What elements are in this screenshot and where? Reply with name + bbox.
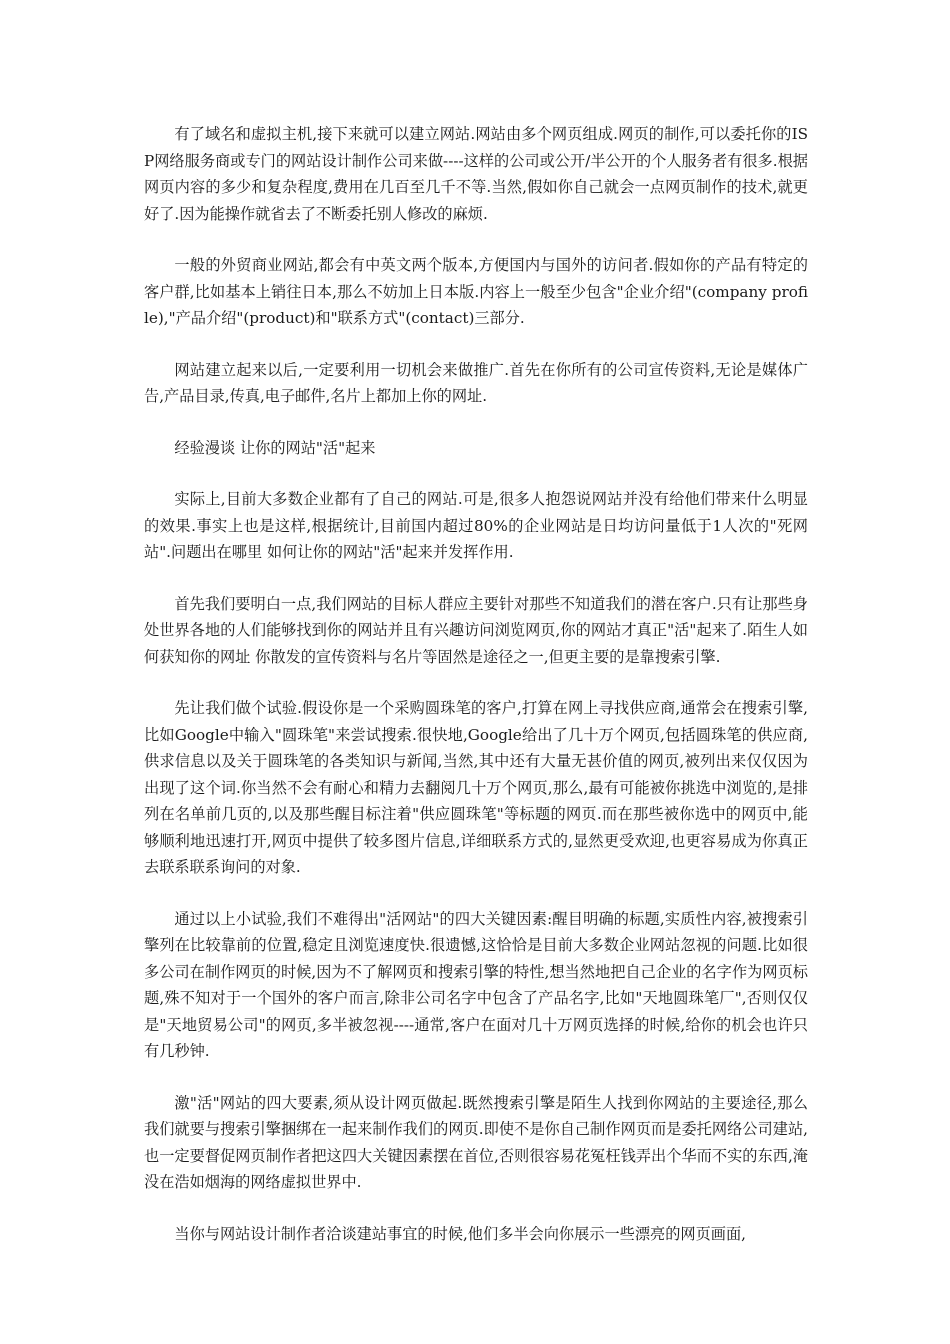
paragraph-2: 一般的外贸商业网站,都会有中英文两个版本,方便国内与国外的访问者.假如你的产品有特定的客户群,比如基本上销往日本,那么不妨加上日本版.内容上一般至少包含"企业介绍"(company profile),"产品介绍"(product)和"联系方式"(contact)三部分.	[144, 256, 808, 327]
section-heading: 经验漫谈 让你的网站"活"起来	[174, 438, 376, 457]
paragraph-4: 实际上,目前大多数企业都有了自己的网站.可是,很多人抱怨说网站并没有给他们带来什么明显的效果.事实上也是这样,根据统计,目前国内超过80%的企业网站是日均访问量低于1人次的"死网站".问题出在哪里 如何让你的网站"活"起来并发挥作用.	[144, 490, 808, 561]
paragraph-3: 网站建立起来以后,一定要利用一切机会来做推广.首先在你所有的公司宣传资料,无论是媒体广告,产品目录,传真,电子邮件,名片上都加上你的网址.	[144, 360, 808, 405]
document-body	[144, 121, 808, 1247]
paragraph-7: 通过以上小试验,我们不难得出"活网站"的四大关键因素:醒目明确的标题,实质性内容,被搜索引擎列在比较靠前的位置,稳定且浏览速度快.很遗憾,这恰恰是目前大多数企业网站忽视的问题.比如很多公司在制作网页的时候,因为不了解网页和搜索引擎的特性,想当然地把自己企业的名字作为网页标题,殊不知对于一个国外的客户而言,除非公司名字中包含了产品名字,比如"天地圆珠笔厂",否则仅仅是"天地贸易公司"的网页,多半被忽视----通常,客户在面对几十万网页选择的时候,给你的机会也许只有几秒钟.	[144, 909, 808, 1060]
paragraph-9: 当你与网站设计制作者洽谈建站事宜的时候,他们多半会向你展示一些漂亮的网页画面,	[174, 1224, 746, 1243]
paragraph-6: 先让我们做个试验.假设你是一个采购圆珠笔的客户,打算在网上寻找供应商,通常会在搜索引擎,比如Google中输入"圆珠笔"来尝试搜索.很快地,Google给出了几十万个网页,包括圆珠笔的供应商,供求信息以及关于圆珠笔的各类知识与新闻,当然,其中还有大量无甚价值的网页,被列出来仅仅因为出现了这个词.你当然不会有耐心和精力去翻阅几十万个网页,那么,最有可能被你挑选中浏览的,是排列在名单前几页的,以及那些醒目标注着"供应圆珠笔"等标题的网页.而在那些被你选中的网页中,能够顺利地迅速打开,网页中提供了较多图片信息,详细联系方式的,显然更受欢迎,也更容易成为你真正去联系联系询问的对象.	[144, 699, 808, 876]
paragraph-5: 首先我们要明白一点,我们网站的目标人群应主要针对那些不知道我们的潜在客户.只有让那些身处世界各地的人们能够找到你的网站并且有兴趣访问浏览网页,你的网站才真正"活"起来了.陌生人如何获知你的网址 你散发的宣传资料与名片等固然是途径之一,但更主要的是靠搜索引擎.	[144, 594, 808, 666]
paragraph-8: 激"活"网站的四大要素,须从设计网页做起.既然搜索引擎是陌生人找到你网站的主要途径,那么我们就要与搜索引擎捆绑在一起来制作我们的网页.即使不是你自己制作网页而是委托网络公司建站,也一定要督促网页制作者把这四大关键因素摆在首位,否则很容易花冤枉钱弄出个华而不实的东西,淹没在浩如烟海的网络虚拟世界中.	[144, 1093, 808, 1191]
paragraph-1: 有了域名和虚拟主机,接下来就可以建立网站.网站由多个网页组成.网页的制作,可以委托你的ISP网络服务商或专门的网站设计制作公司来做----这样的公司或公开/半公开的个人服务者有很多.根据网页内容的多少和复杂程度,费用在几百至几千不等.当然,假如你自己就会一点网页制作的技术,就更好了.因为能操作就省去了不断委托别人修改的麻烦.	[144, 125, 808, 223]
